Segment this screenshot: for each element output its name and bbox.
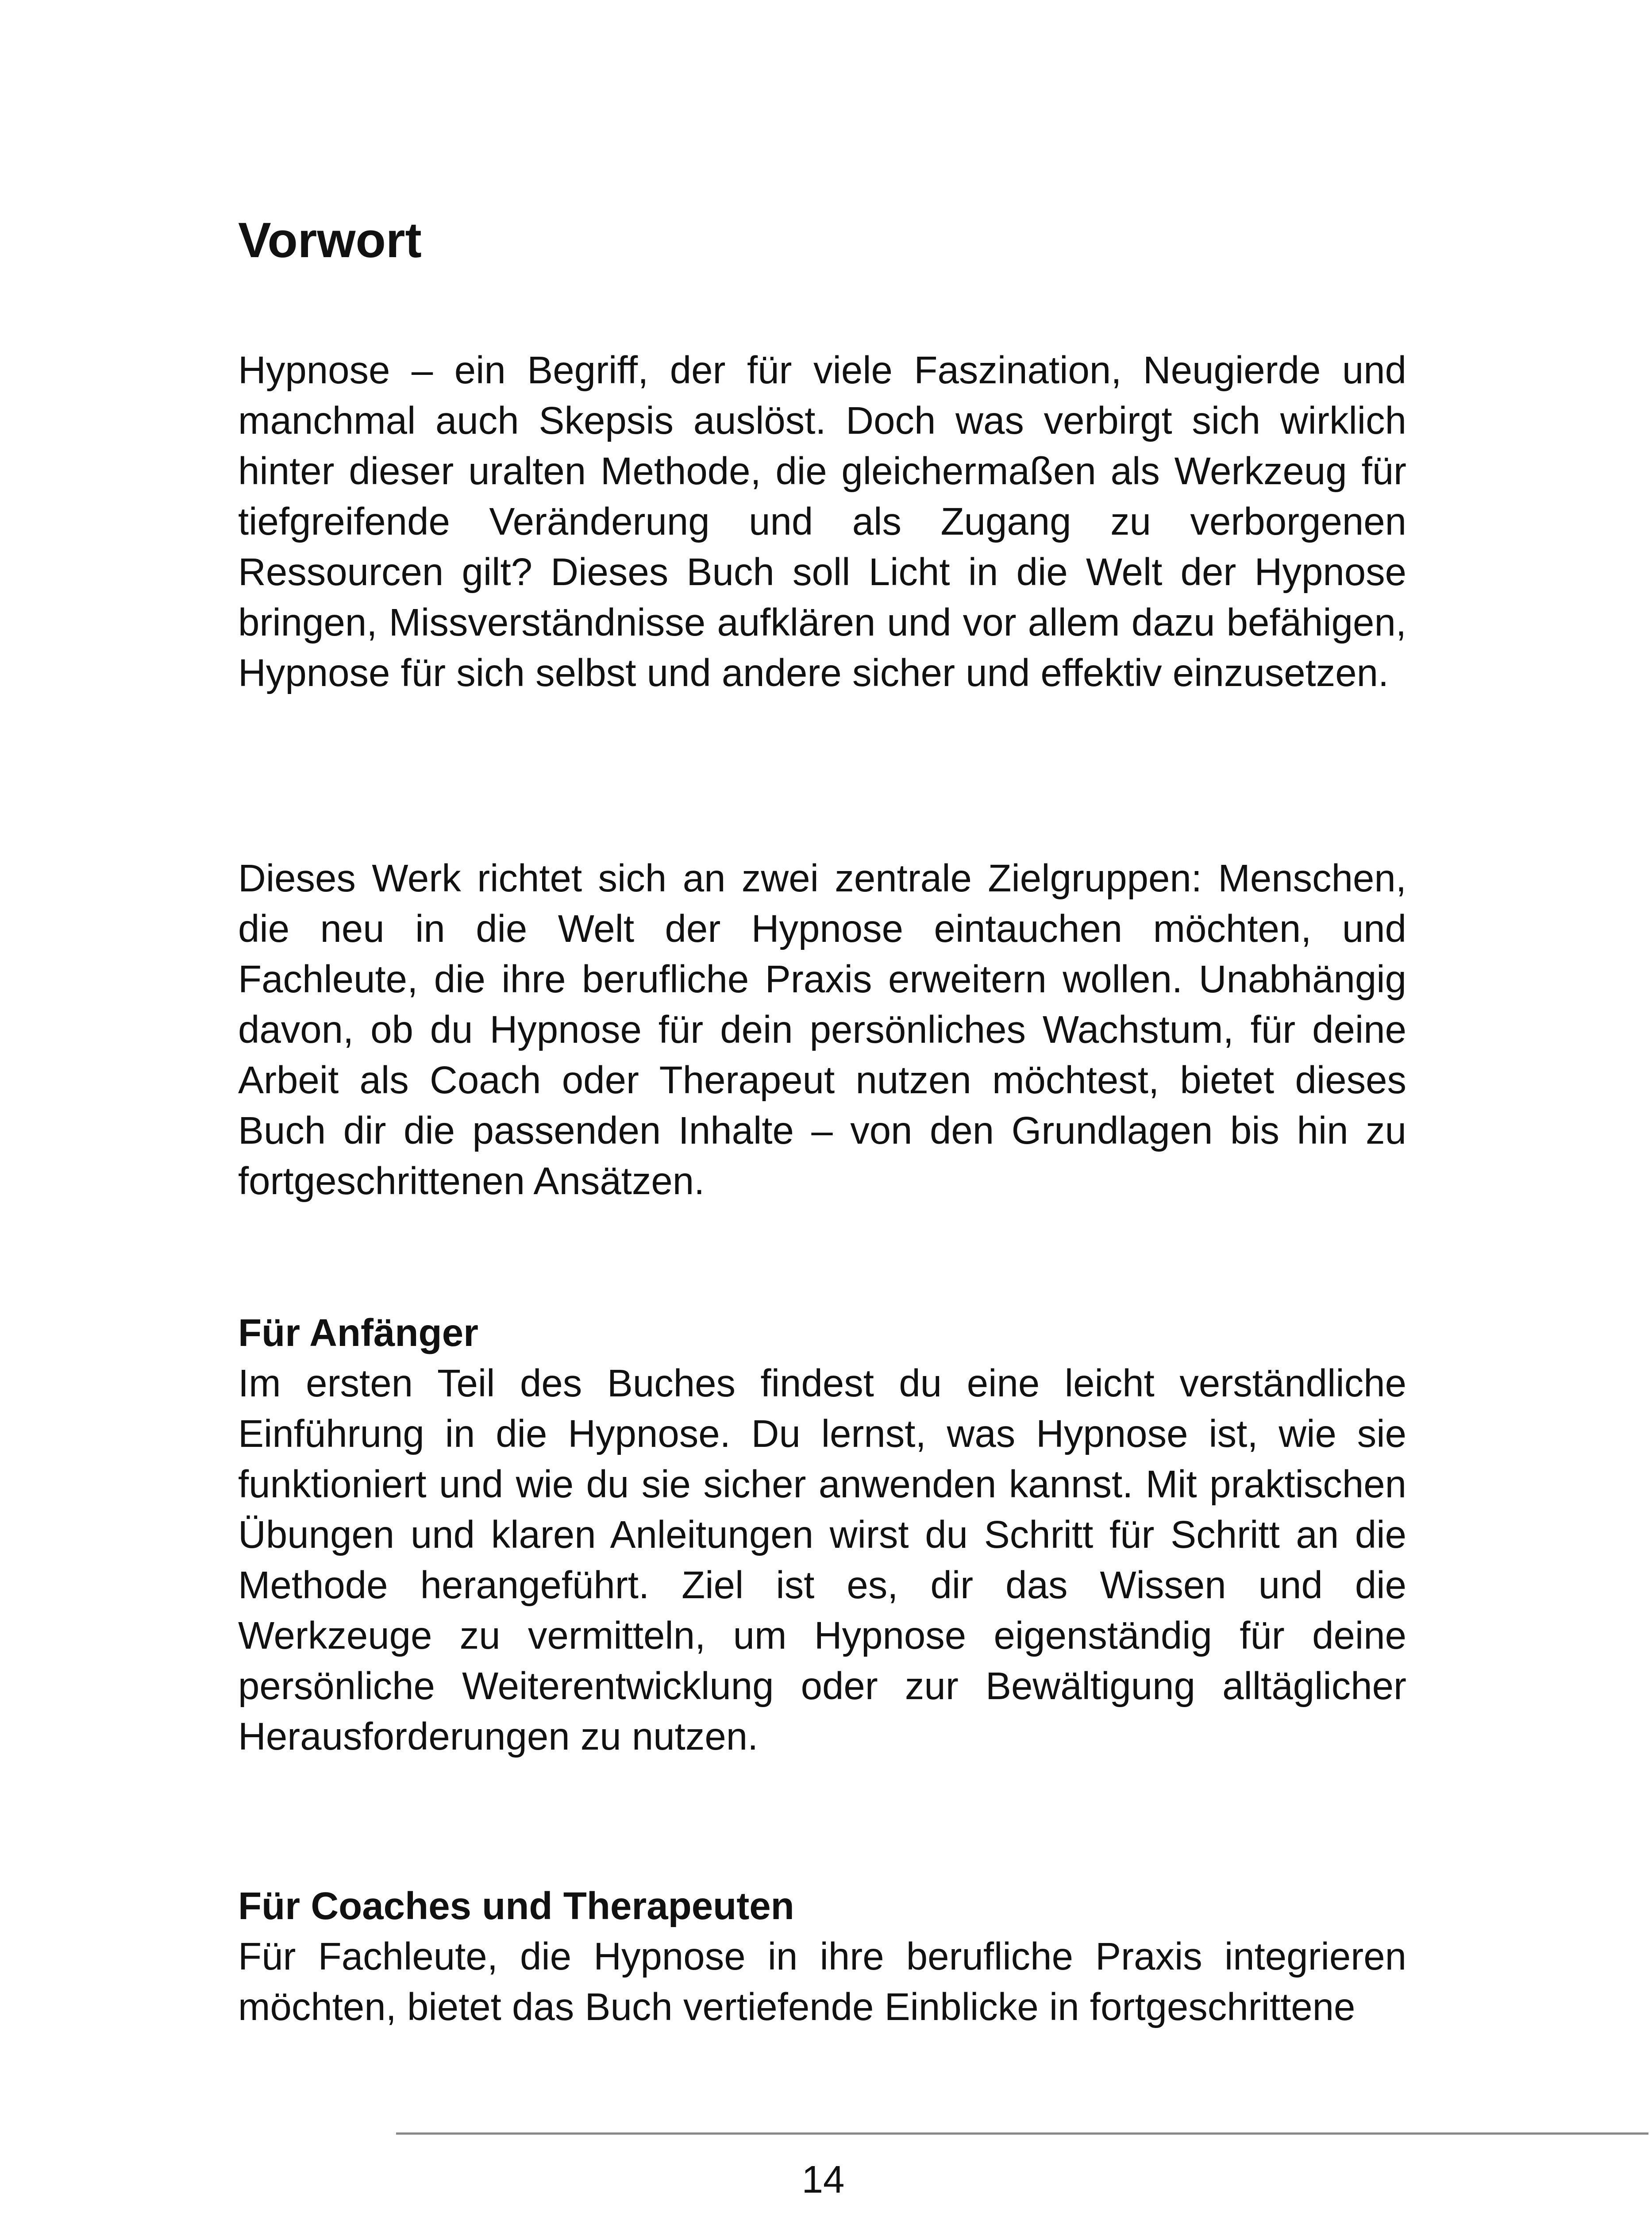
intro-paragraph-2: Dieses Werk richtet sich an zwei zentrale Zielgruppen: Menschen, die neu in die Welt der Hypnose eintauchen möchten, und Fachleute, die ihre berufliche Praxis erweitern wollen. Unabhängig davon, ob du Hypnose für dein persönliches Wachstum, für deine Arbeit als Coach oder Therapeut nutzen möchtest, bietet dieses Buch dir die passenden Inhalte – von den Grundlagen bis hin zu fortgeschrittenen Ansätzen. — [238, 857, 1406, 1203]
section-heading: Für Coaches und Therapeuten — [238, 1885, 794, 1928]
section-heading: Für Anfänger — [238, 1311, 478, 1354]
intro-paragraph-1: Hypnose – ein Begriff, der für viele Faszination, Neugierde und manchmal auch Skepsis auslöst. Doch was verbirgt sich wirklich hinter dieser uralten Methode, die gleichermaßen als Werkzeug für tiefgreifende Veränderung und als Zugang zu verborgenen Ressourcen gilt? Dieses Buch soll Licht in die Welt der Hypnose bringen, Missverständnisse aufklären und vor allem dazu befähigen, Hypnose für sich selbst und andere sicher und effektiv einzusetzen. — [238, 349, 1406, 694]
footer-divider — [396, 2132, 1648, 2135]
section-beginners — [238, 1308, 1406, 1762]
section-paragraph: Für Fachleute, die Hypnose in ihre berufliche Praxis integrieren möchten, bietet das Buch vertiefende Einblicke in fortgeschrittene — [238, 1935, 1406, 2028]
section-paragraph: Im ersten Teil des Buches findest du eine leicht verständliche Einführung in die Hypnose. Du lernst, was Hypnose ist, wie sie funktioniert und wie du sie sicher anwenden kannst. Mit praktischen Übungen und klaren Anleitungen wirst du Schritt für Schritt an die Methode herangeführt. Ziel ist es, dir das Wissen und die Werkzeuge zu vermitteln, um Hypnose eigenständig für deine persönliche Weiterentwicklung oder zur Bewältigung alltäglicher Herausforderungen zu nutzen. — [238, 1362, 1406, 1758]
page-number: 14 — [801, 2158, 845, 2201]
chapter-title: Vorwort — [238, 212, 422, 268]
section-coaches-therapists — [238, 1881, 1406, 2032]
